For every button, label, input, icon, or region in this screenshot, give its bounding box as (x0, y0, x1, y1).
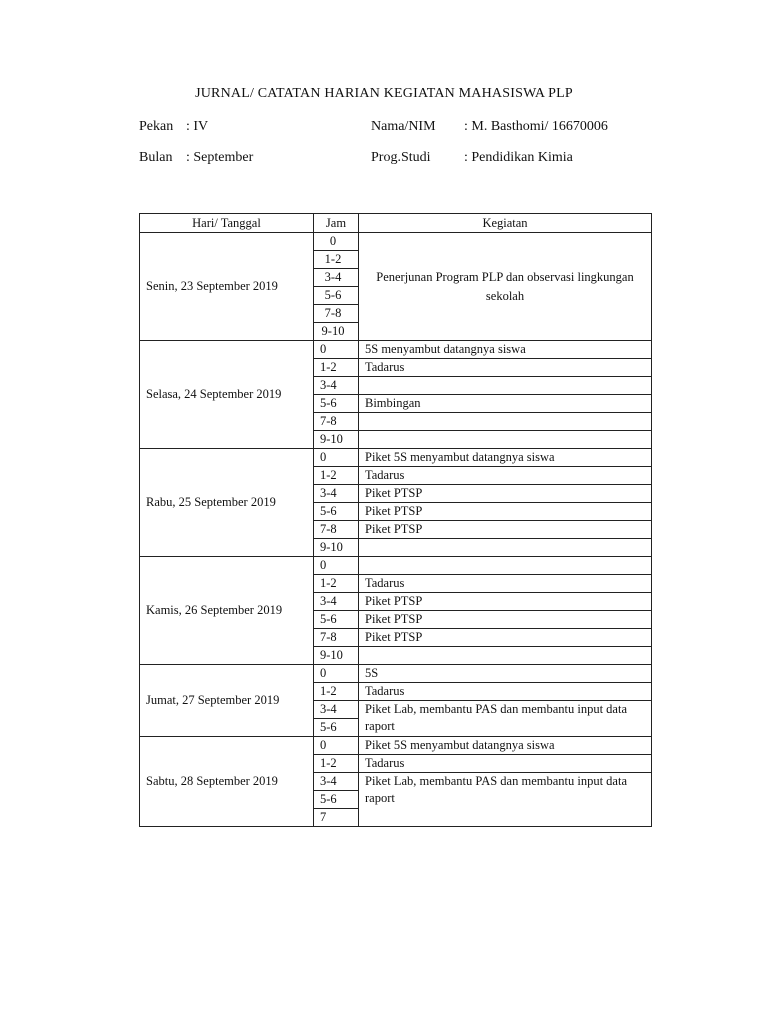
jam-cell: 1-2 (314, 359, 359, 377)
kegiatan-cell: Tadarus (359, 359, 652, 377)
jam-cell: 1-2 (314, 683, 359, 701)
kegiatan-cell (359, 647, 652, 665)
jam-cell: 0 (314, 449, 359, 467)
jam-cell: 3-4 (314, 485, 359, 503)
jam-cell: 0 (314, 341, 359, 359)
kegiatan-cell: Piket PTSP (359, 521, 652, 539)
kegiatan-cell: Bimbingan (359, 395, 652, 413)
kegiatan-cell: Piket 5S menyambut datangnya siswa (359, 449, 652, 467)
jam-cell: 5-6 (314, 395, 359, 413)
kegiatan-cell: Piket Lab, membantu PAS dan membantu input data raport (359, 773, 652, 827)
bulan-value: : September (186, 150, 254, 165)
jam-cell: 0 (314, 557, 359, 575)
kegiatan-cell (359, 377, 652, 395)
table-row (140, 665, 652, 683)
pekan-label: Pekan (139, 119, 174, 134)
jam-cell: 0 (314, 233, 359, 251)
jam-cell: 3-4 (314, 701, 359, 719)
kegiatan-cell: Piket PTSP (359, 611, 652, 629)
day-date-cell: Kamis, 26 September 2019 (140, 557, 314, 665)
kegiatan-cell: Tadarus (359, 755, 652, 773)
jam-cell: 9-10 (314, 539, 359, 557)
kegiatan-cell: Piket PTSP (359, 485, 652, 503)
jam-cell: 9-10 (314, 431, 359, 449)
kegiatan-cell (359, 539, 652, 557)
kegiatan-cell (359, 413, 652, 431)
jam-cell: 5-6 (314, 503, 359, 521)
bulan-label: Bulan (139, 150, 173, 165)
table-row (140, 341, 652, 359)
jam-cell: 5-6 (314, 791, 359, 809)
jam-cell: 7-8 (314, 629, 359, 647)
kegiatan-cell: Penerjunan Program PLP dan observasi lingkungan sekolah (359, 233, 652, 341)
journal-body (140, 233, 652, 827)
table-row (140, 557, 652, 575)
jam-cell: 3-4 (314, 269, 359, 287)
kegiatan-cell: 5S menyambut datangnya siswa (359, 341, 652, 359)
day-date-cell: Senin, 23 September 2019 (140, 233, 314, 341)
kegiatan-cell: Piket 5S menyambut datangnya siswa (359, 737, 652, 755)
kegiatan-cell: Piket PTSP (359, 503, 652, 521)
jam-cell: 5-6 (314, 287, 359, 305)
jam-cell: 0 (314, 665, 359, 683)
jam-cell: 3-4 (314, 593, 359, 611)
prodi-value: : Pendidikan Kimia (464, 150, 573, 165)
journal-table (139, 213, 652, 827)
kegiatan-cell: Piket PTSP (359, 629, 652, 647)
jam-cell: 7 (314, 809, 359, 827)
jam-cell: 1-2 (314, 575, 359, 593)
table-row (140, 449, 652, 467)
jam-cell: 9-10 (314, 647, 359, 665)
jam-cell: 3-4 (314, 773, 359, 791)
table-row (140, 737, 652, 755)
day-date-cell: Rabu, 25 September 2019 (140, 449, 314, 557)
kegiatan-cell: Piket PTSP (359, 593, 652, 611)
pekan-value: : IV (186, 119, 209, 134)
jam-cell: 7-8 (314, 305, 359, 323)
jam-cell: 7-8 (314, 521, 359, 539)
kegiatan-cell: Piket Lab, membantu PAS dan membantu input data raport (359, 701, 652, 737)
nama-label: Nama/NIM (371, 119, 436, 134)
header-kegiatan: Kegiatan (359, 214, 652, 233)
header-hari: Hari/ Tanggal (140, 214, 314, 233)
jam-cell: 0 (314, 737, 359, 755)
jam-cell: 9-10 (314, 323, 359, 341)
day-date-cell: Jumat, 27 September 2019 (140, 665, 314, 737)
kegiatan-cell: 5S (359, 665, 652, 683)
jam-cell: 1-2 (314, 251, 359, 269)
jam-cell: 7-8 (314, 413, 359, 431)
nama-value: : M. Basthomi/ 16670006 (464, 119, 608, 134)
kegiatan-cell: Tadarus (359, 575, 652, 593)
day-date-cell: Selasa, 24 September 2019 (140, 341, 314, 449)
page-title: JURNAL/ CATATAN HARIAN KEGIATAN MAHASISWA PLP (195, 86, 573, 101)
jam-cell: 3-4 (314, 377, 359, 395)
kegiatan-cell: Tadarus (359, 683, 652, 701)
day-date-cell: Sabtu, 28 September 2019 (140, 737, 314, 827)
table-header-row (140, 214, 652, 233)
header-jam: Jam (314, 214, 359, 233)
jam-cell: 5-6 (314, 611, 359, 629)
prodi-label: Prog.Studi (371, 150, 431, 165)
kegiatan-cell: Tadarus (359, 467, 652, 485)
kegiatan-cell (359, 431, 652, 449)
kegiatan-cell (359, 557, 652, 575)
table-row (140, 233, 652, 251)
jam-cell: 1-2 (314, 467, 359, 485)
jam-cell: 1-2 (314, 755, 359, 773)
jam-cell: 5-6 (314, 719, 359, 737)
